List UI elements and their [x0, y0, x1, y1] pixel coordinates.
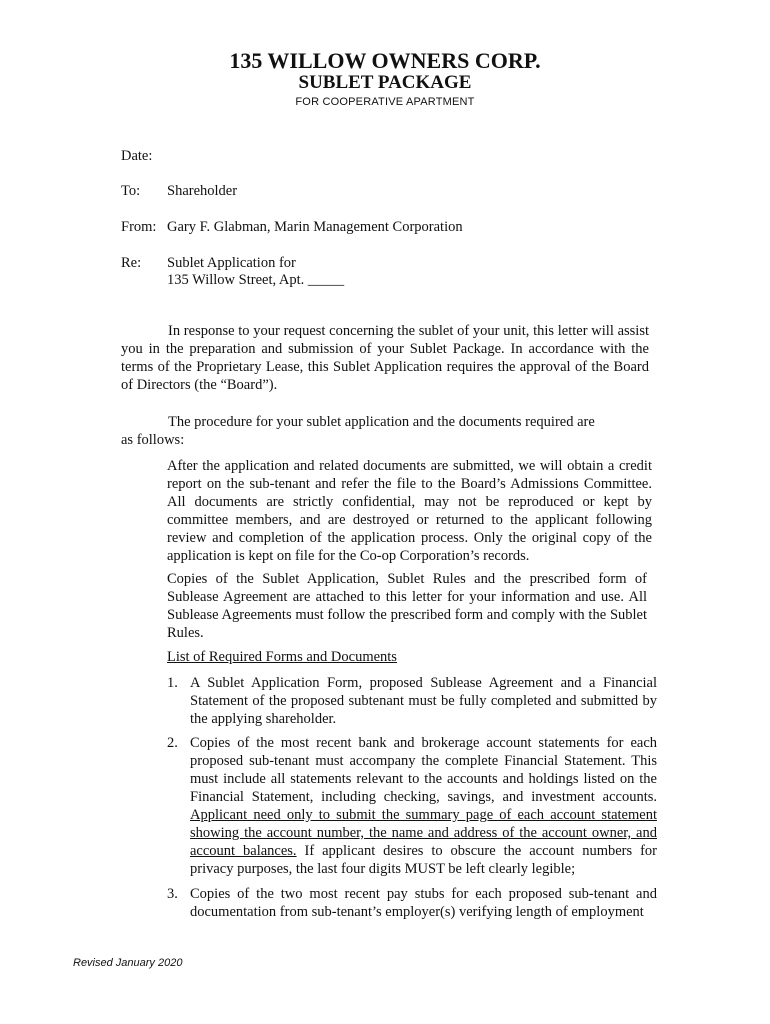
- re-label: Re:: [121, 255, 142, 271]
- procedure-line1: The procedure for your sublet application and the documents required are: [168, 414, 595, 430]
- re-value-line1: Sublet Application for: [167, 255, 296, 271]
- corporation-title: 135 WILLOW OWNERS CORP.: [229, 48, 541, 73]
- list-item: [167, 734, 657, 878]
- procedure-paragraph: [121, 413, 649, 449]
- required-forms-heading: List of Required Forms and Documents: [167, 649, 397, 665]
- memo-re-row: [121, 254, 296, 272]
- list-item-text: Copies of the two most recent pay stubs for each proposed sub-tenant and documentation from sub-tenant’s employer(s) verifying length of employment: [190, 886, 657, 920]
- re-value-line2: 135 Willow Street, Apt. _____: [167, 272, 345, 288]
- revision-footer: Revised January 2020: [73, 957, 183, 969]
- from-label: From:: [121, 219, 157, 235]
- date-label: Date:: [121, 148, 153, 164]
- intro-paragraph: In response to your request concerning the sublet of your unit, this letter will assist you in the preparation and submission of your Sublet Package. In accordance with the terms of the Proprietary Lease, this Sublet Application requires the approval of the Board of Directors (the “Board”).: [121, 323, 649, 393]
- list-item-number: 3.: [167, 886, 178, 902]
- package-title: SUBLET PACKAGE: [298, 72, 472, 93]
- list-item-text-b: If applicant desires to obscure the account numbers for privacy purposes, the last four digits MUST be left clearly legible;: [190, 843, 657, 877]
- list-item-text: [190, 734, 657, 878]
- procedure-line2: as follows:: [121, 432, 185, 448]
- from-value: Gary F. Glabman, Marin Management Corporation: [167, 219, 463, 235]
- to-label: To:: [121, 183, 141, 199]
- package-subtitle: FOR COOPERATIVE APARTMENT: [295, 96, 475, 108]
- memo-to-row: [121, 182, 238, 200]
- list-item-text: A Sublet Application Form, proposed Sublease Agreement and a Financial Statement of the proposed subtenant must be fully completed and submitted by the applying shareholder.: [190, 675, 657, 727]
- list-item: [167, 885, 657, 921]
- attachments-paragraph: Copies of the Sublet Application, Sublet Rules and the prescribed form of Sublease Agreement are attached to this letter for your information and use. All Sublease Agreements must follow the prescribed form and comply with the Sublet Rules.: [167, 571, 647, 641]
- to-value: Shareholder: [167, 183, 238, 199]
- memo-from-row: [121, 218, 463, 236]
- memo-date-row: [121, 147, 166, 165]
- list-item-number: 1.: [167, 675, 178, 691]
- list-item-number: 2.: [167, 735, 178, 751]
- confidentiality-paragraph: After the application and related documents are submitted, we will obtain a credit report on the sub-tenant and refer the file to the Board’s Admissions Committee. All documents are strictly confidential, may not be reproduced or kept by committee members, and are destroyed or returned to the applicant following review and completion of the application process. Only the original copy of the application is kept on file for the Co-op Corporation’s records.: [167, 458, 652, 564]
- list-item-underlined-text: Applicant need only to submit the summary page of each account statement showing the account number, the name and address of the account owner, and account balances.: [190, 807, 657, 859]
- list-item: [167, 674, 657, 728]
- list-item-text-a: Copies of the most recent bank and brokerage account statements for each proposed sub-tenant must accompany the complete Financial Statement. This must include all statements relevant to the accounts and holdings listed on the Financial Statement, including checking, savings, and investment accounts.: [190, 735, 657, 805]
